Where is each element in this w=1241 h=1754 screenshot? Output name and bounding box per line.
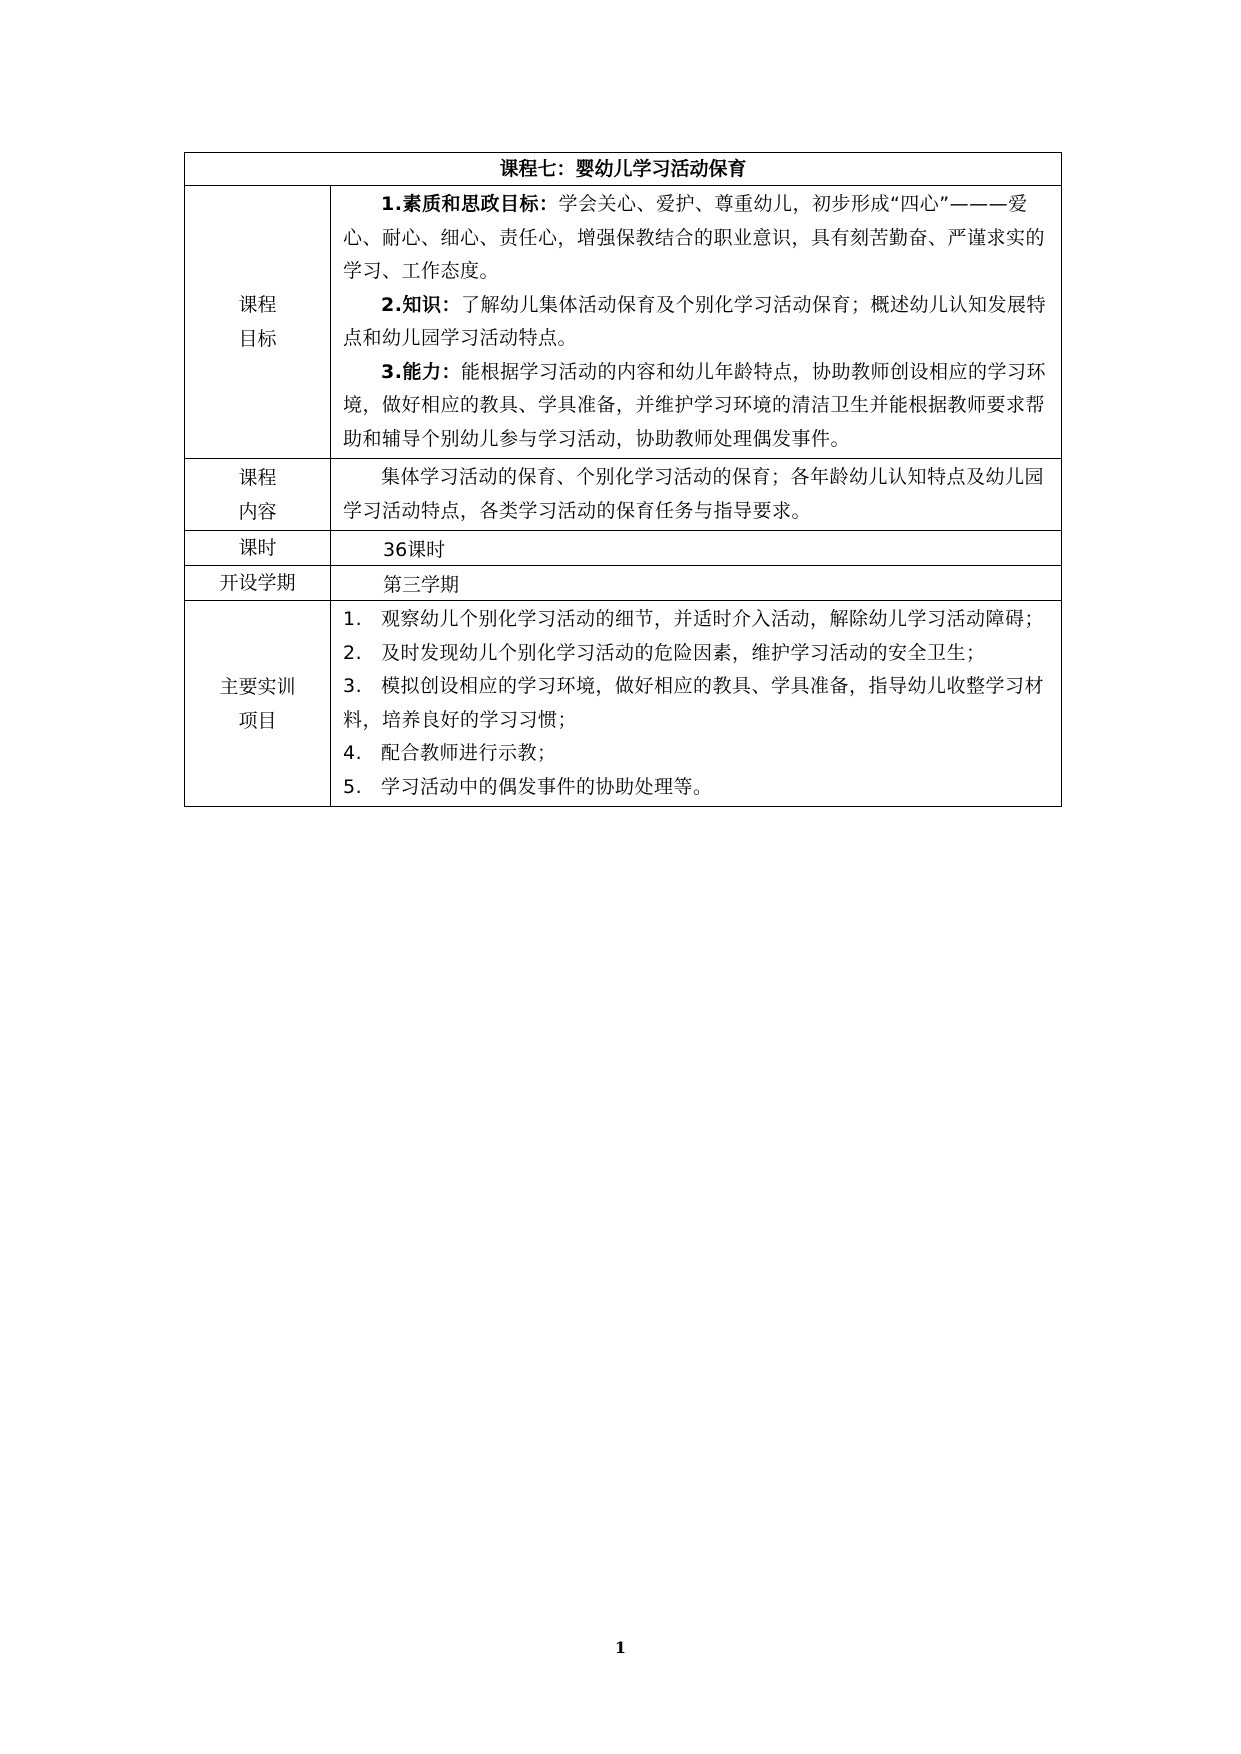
hours-value: 36课时 [331, 531, 1062, 566]
training-content [331, 601, 1062, 807]
content-row [185, 459, 1062, 531]
goal-item: 3.能力：能根据学习活动的内容和幼儿年龄特点，协助教师创设相应的学习环境，做好相应的教具、学具准备，并维护学习环境的清洁卫生并能根据教师要求帮助和辅导个别幼儿参与学习活动，协助教师处理偶发事件。 [343, 360, 1046, 450]
goals-row [185, 186, 1062, 459]
course-content: 集体学习活动的保育、个别化学习活动的保育；各年龄幼儿认知特点及幼儿园学习活动特点，各类学习活动的保育任务与指导要求。 [331, 459, 1062, 531]
semester-label: 开设学期 [185, 566, 331, 601]
table-title-row [185, 153, 1062, 186]
goal-item: 1.素质和思政目标：学会关心、爱护、尊重幼儿，初步形成“四心”———爱心、耐心、细心、责任心，增强保教结合的职业意识，具有刻苦勤奋、严谨求实的学习、工作态度。 [343, 193, 1046, 282]
list-item: 4. 配合教师进行示教； [343, 742, 557, 764]
semester-row [185, 566, 1062, 601]
course-title: 课程七：婴幼儿学习活动保育 [185, 153, 1062, 186]
goals-label: 课程 目标 [185, 186, 331, 459]
page-number: 1 [614, 1638, 627, 1657]
hours-row [185, 531, 1062, 566]
list-item: 3. 模拟创设相应的学习环境，做好相应的教具、学具准备，指导幼儿收整学习材料，培养良好的学习习惯； [343, 675, 1045, 731]
training-label: 主要实训 项目 [185, 601, 331, 807]
goal-item: 2.知识：了解幼儿集体活动保育及个别化学习活动保育；概述幼儿认知发展特点和幼儿园学习活动特点。 [343, 293, 1046, 349]
semester-value: 第三学期 [331, 566, 1062, 601]
training-row [185, 601, 1062, 807]
list-item: 2. 及时发现幼儿个别化学习活动的危险因素，维护学习活动的安全卫生； [343, 641, 986, 664]
list-item: 1. 观察幼儿个别化学习活动的细节，并适时介入活动，解除幼儿学习活动障碍； [343, 608, 1045, 630]
course-table [184, 152, 1062, 807]
content-label: 课程 内容 [185, 459, 331, 531]
hours-label: 课时 [185, 531, 331, 566]
goals-content [331, 186, 1062, 459]
list-item: 5. 学习活动中的偶发事件的协助处理等。 [343, 775, 713, 798]
